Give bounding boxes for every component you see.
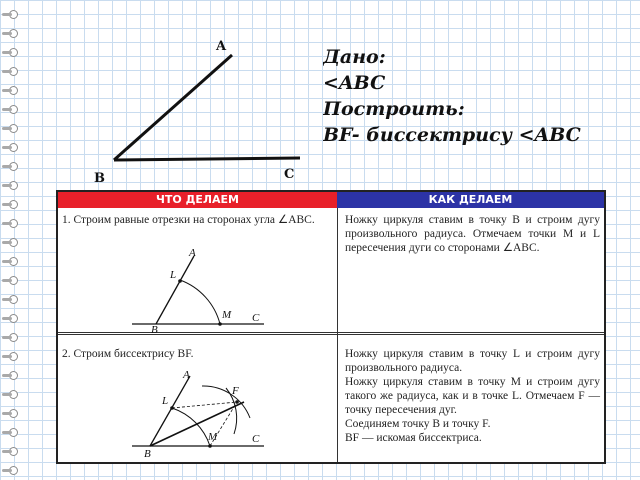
column-divider [337,208,338,464]
spiral-ring [9,428,18,437]
spiral-ring [9,333,18,342]
header-what: ЧТО ДЕЛАЕМ [58,192,337,208]
fig1-label-a: A [189,247,196,259]
fig1-point-m [218,322,222,326]
fig1-ray-ba [156,256,194,324]
fig2-point-f [235,400,239,404]
fig2-label-l: L [162,395,169,407]
fig1-arc [180,280,220,324]
fig2-label-a: A [183,369,190,381]
fig2-label-b: B [144,448,151,460]
header-how: КАК ДЕЛАЕМ [337,192,604,208]
step-2-how-line: Соединяем точку B и точку F. [345,418,491,430]
spiral-ring [9,371,18,380]
construct-task: BF- биссектрису <ABC [323,124,581,146]
spiral-ring [9,219,18,228]
step-2-how [345,347,600,445]
fig2-label-f: F [232,385,239,397]
step-2-what: 2. Строим биссектрису BF. [62,348,194,360]
fig1-label-l: L [170,269,177,281]
step-1-figure [122,244,272,334]
spiral-ring [9,352,18,361]
spiral-ring [9,200,18,209]
row-divider-double [58,334,604,335]
ray-ba [114,55,232,160]
step-2-how-line: Ножку циркуля ставим в точку M и строим дугу такого же радиуса, как и в точке L. Отмечаем F — точку пересечения дуг. [345,376,600,416]
step-2-figure [122,368,272,460]
ray-bc [114,158,300,160]
given-block [323,44,640,148]
given-angle: <ABC [323,72,386,94]
fig2-label-m: M [208,431,218,443]
fig2-point-m [208,444,212,448]
spiral-ring [9,390,18,399]
step-2-how-line: Ножку циркуля ставим в точку L и строим дугу произвольного радиуса. [345,348,600,374]
fig1-label-b: B [151,324,158,334]
step-2-how-line: BF — искомая биссектриса. [345,432,482,444]
fig2-label-c: C [252,433,260,445]
spiral-ring [9,276,18,285]
label-c: C [284,167,295,182]
spiral-ring [9,295,18,304]
spiral-ring [9,447,18,456]
construct-label: Построить: [323,98,465,120]
step-1-what: 1. Строим равные отрезки на сторонах угла ∠ABC. [62,214,315,226]
fig2-ray-ba [150,376,190,446]
spiral-ring [9,466,18,475]
step-1-how: Ножку циркуля ставим в точку B и строим дугу произвольного радиуса. Отмечаем точки M и L пересечения дуги со сторонами ∠ABC. [345,214,600,254]
label-a: A [216,39,227,54]
fig1-label-c: C [252,312,260,324]
construction-table [56,190,606,464]
spiral-ring [9,314,18,323]
fig1-point-l [178,279,182,283]
spiral-ring [9,409,18,418]
given-label: Дано: [323,46,386,68]
spiral-ring [9,257,18,266]
fig2-point-l [170,406,174,410]
fig2-segment-lf [172,402,237,408]
label-b: B [94,171,105,186]
spiral-ring [9,238,18,247]
fig1-label-m: M [222,309,232,321]
